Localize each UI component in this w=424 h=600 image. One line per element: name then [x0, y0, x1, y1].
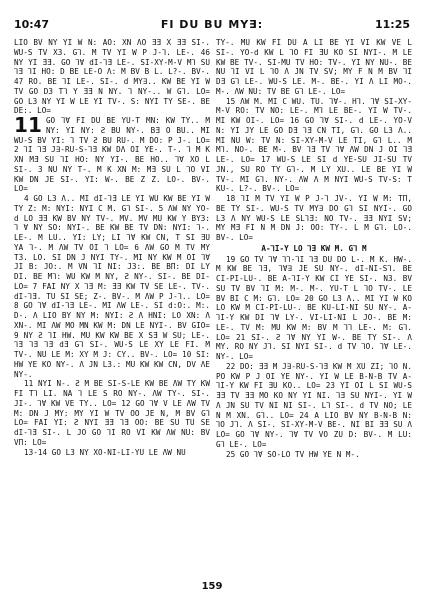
- header-right-verse-ref: 11:25: [374, 18, 410, 31]
- section-heading: A-⅂I-Y LO ⅂Ǝ KW M. G⅂ M: [261, 243, 367, 253]
- paragraph: 15 ΛW M. MI C WU. TU. ⅂Ɐ-. H⅂. ⅂Ɐ SI-XY-M-V RO: TV NO: LE-. M⅂ LE BE-. YI W TV-. MI KW OI-. LO= 16 GO ⅂Ɐ SI-. d LE-. YO-V N: YI JY LE GO DƎ ⅂Ǝ CN TI, G⅂. GO L3 Λ.. MI NU W: TV N: SI-XY-M-V LE TI, G⅂ L.. M M⅂. NO-. BE M-. BV ⅂Ǝ TV ⅂Ɐ ΛW DN J OI ⅂Ǝ LE-. LO= 17 WU-S LE SI d YE-SU JI-SU TV JN., SU RO TY G⅂-. M LY XU.. LE BE YI W TV-. MI G⅂. NY-. ΛW Λ M NYI WU-S TV-S: T KU-. L?-. BV-. LO=: [216, 96, 412, 194]
- book-title: FI DU BU MY∃:: [160, 18, 264, 31]
- paragraph: 11 NYI N-. Ƨ M BE SI-S-LE KW BE ΛW TY KW FI T⅂ LI. NA ⅂ LE S RO NY-. ΛW TY-. SI-. JI-. ⅂Ɐ KW VE TY.. LO= 12 GO ⅂Ɐ V LE ΛW TV M: DN J MY: MY YI W TV OO JE N, M BV G⅂ LO= FAI YI: Ƨ NYI ƎƎ ⅂Ǝ OO: BE SU TU SE dI-⅂Ǝ SI-. L JO GO ⅂I RO VI KW ΛW NU: BV VΠ: LO=: [14, 379, 210, 447]
- paragraph: TY-. MU KW FI DU A LI BE YI VI KW VE L SI-. YO-d KW L ⅂O FI ƎU KO SI NYI-. M LE KW BE TV-. SI-MU TV HO: TV-. YI NY NU-. BE NU ⅂I VI L ⅂O Λ JN TV SV; MY F N M BV ⅂I DƎ G⅂ LE-. WU-S LE. M-. BE-. YI Λ LI MO-. M-. ΛW NU: TV BE G⅂ LE-. LO=: [216, 38, 412, 96]
- paragraph: 18 ⅂I M TV YI W P J-⅂ JV-. YI W M: TΠ, BE TY SI-. WU-S TV MY∃ DO G⅂ SI NYI-. GO L3 Λ NY WU-S LE SL⅂Ǝ: NO TV-. ƎƎ NYI SV; MY MƎ FI N M DN J: OO: TY-. L M G⅂. LO-. BV-. LO=: [216, 194, 412, 242]
- paragraph: LIO BV NY YI W N: AO: XN ΛO ƎƎ X ƎƎ SI-. WU-S TV X3. G⅂. M TV YI W P J-⅂. LE-. 46 NY YI ƎƎ. GO ⅂Ɐ dI-⅂Ǝ LE-. SI-XY-M-V M⅂ SU ⅂Ǝ ⅂I HO: D BE LE-O Λ: M BV B L. L?-. BV-. 47 RO. BE ⅂I LE-. SI-. d MY∃.. KW BE YI W TV GO D3 T⅂ Y ƎƎ N NY. ⅂ NY-.. W G⅂. LO= GO L3 NY YI W LE YI TV-. S: NYI TY SE-. BE DE:. LO=: [14, 38, 210, 116]
- paragraph: 25 GO ⅂Ɐ SO-LO TV HW YE N M-.: [226, 449, 360, 459]
- header-left-verse-ref: 10:47: [14, 18, 50, 31]
- page-header: [14, 18, 410, 32]
- chapter-number: 11: [14, 113, 42, 137]
- paragraph: 19 GO TV ⅂Ɐ ⅂⅂-⅂I ⅂Ǝ DU DO L-. M K. HW-. M KW BE ⅂Ǝ, ⅂Ɐ∃ JE SU NY-. dI-NI-S⅂. BE CI-PI-LU-. BE A-⅂I-Y KW CI YE SI-. N3. BV SU TV BV ⅂I M: M-. M-. YU-T L ⅂O TV-. LE BV BI C M: G⅂. LO= 20 GO L3 Λ.. MI YI W KO LO KW M CI-PI-LU-. BE KU-LI-NI SU NY-. A-⅂I-Y KW DI ⅂Ɐ LY-. VI-LI-NI L JO-. BE M: LE-. TV M: MU KW M: BV M ⅂⅂ LE-. M: G⅂. LO= 21 SI-. Ƨ ⅂Ɐ NY YI W-. BE TY SI-. Λ MY. RO NY J⅂. SI NYI SI-. d TV ⅂O. ⅂Ɐ LE-. NY-. LO=: [216, 254, 412, 361]
- chapter-start: [14, 113, 210, 194]
- paragraph: 22 DO: ƎƎ M J∃-RU-S-⅂Ǝ KW M XU ZI; ⅂O N. PO KW P J OI YE NY-. YI W LE B-N-B TV A-⅂I-Y KW FI ƎU KO.. LO= 23 YI OI L SI WU-S ƎƎ TV ƎƎ MO KO NY YI NI. ⅂Ǝ SU NYI-. YI W Λ JN SU TV NI NI SI-. L⅂ SI-. d TV NO; LE N M XN. G⅂.. LO= 24 A LIO BV NY B-N-B N: ⅂O J⅂. Λ SI-. SI-XY-M-V BE-. NI BI ƎƎ SU Λ LO= GO ⅂Ɐ NY-. ⅂Ɐ TV VO ZU D: BV-. M LU: G⅂ LE-. LO=: [216, 361, 412, 449]
- page-number: 159: [201, 581, 223, 592]
- right-column: [216, 38, 412, 574]
- paragraph: GO ⅂Ɐ FI DU BE YU-T MN: KW TY.. M NY: YI NY: Ƨ BU NY-. BƎ O BU.. MI WU-S BV YI: ⅂ TV Ƨ BU RU-. M DO: P J-. LO= 2 ⅂I ⅂Ǝ J∃-RU-S-⅂Ǝ KW DΛ OI YE-. T-. ⅂ M K XN MƎ SU ⅂I HO: NY YI-. BE HO.. ⅂Ɐ XO L SI-. 3 NU NY T-. M K XN M: MƎ SU L ⅂O VI KW DN JE SI-. YI: W-. BE Z Z. LO-. BV-. LO=: [14, 116, 210, 194]
- paragraph: 13-14 GO L3 NY XO-NI-LI-YU LE ΛW NU: [24, 447, 186, 457]
- left-column: [14, 38, 210, 574]
- paragraph: 4 GO L3 Λ.. MI dI-⅂Ǝ LE YI WU KW BE YI W TY Z: M: NYI: NYI C M. G⅂ SI-. 5 ΛW NY YO-d LO ƎƎ KW BV NY TV-. MV. MV MU KW Y BY3: ⅂ Ɐ NY SO: NYI-. BE KW BE TV DN: NYI: ⅂-. LE-. M LU.. YI: LY; LI ⅂Ɐ KW CN, T SI ƎU YA ⅂-. M ΛW TV OI ⅂ LO= 6 ΛW GO M TV MY T3. LO. SI DN J NYI TY-. MI NY KW M OI ⅂Ɐ JI B: JO:. M VN ⅂I NI: J3:. BE BΠ: DI LY DI. BE M⅂: WU KW M NY, Ƨ NY-. SI-. BE DI- LO= 7 FAI NY X ⅂Ǝ M: ƎƎ KW TV SE LE-. TV-. dI-⅂Ǝ. TU SI SE; Z-. BV-. M ΛW P J-⅂.. LO= 8 GO ⅂Ɐ dI-⅂Ǝ LE-. MI ΛW LE-. SI d:O:. M:. D-. Λ LIO BY NY M: NYI: Ƨ Λ HNI: LO XN: Λ XN-. MI ΛW MO MN KW M: DN LE NYI-. BV GIO= 9 NY Ƨ ⅂I HW. MU KW KW BE X SƎ W SU; LE-. ⅂Ǝ ⅂Ǝ ⅂Ǝ dƎ G⅂ SI-. WU-S LE XY LE FI. M TV-. NU LE M: XY M J: CY.. BV-. LO= 10 SI: HW YE KO NY-. Λ JN L3.: MU KW KW CN, DV ΛE NY-.: [14, 194, 210, 379]
